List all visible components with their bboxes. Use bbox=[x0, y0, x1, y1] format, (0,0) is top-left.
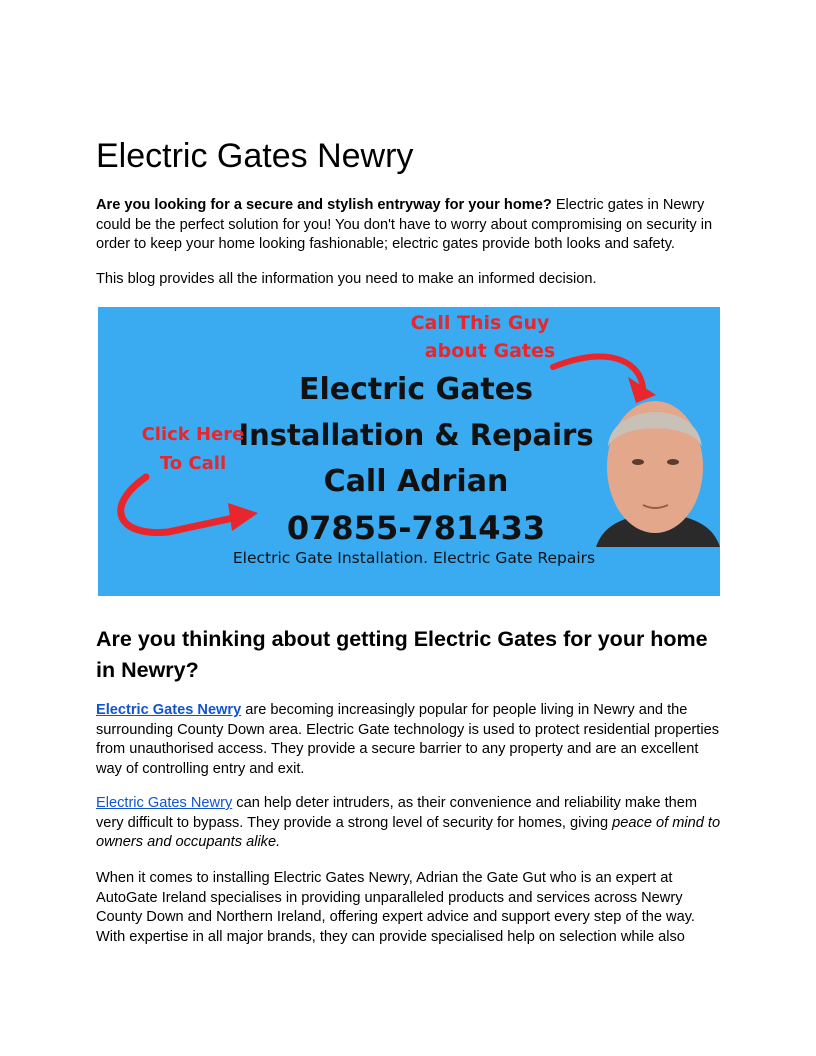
banner-click-here-line2[interactable]: To Call bbox=[159, 453, 227, 474]
adrian-portrait bbox=[596, 401, 720, 547]
arrow-left-icon bbox=[121, 477, 238, 533]
paragraph-2 bbox=[96, 794, 722, 853]
paragraph-2-italic: peace of mind to owners and occupants alike. bbox=[96, 814, 721, 851]
intro-text: Electric gates in Newry could be the perfect solution for you! You don't have to worry about compromising on security in order to keep your home looking fashionable; electric gates provide both looks and safety. bbox=[96, 197, 713, 253]
blog-info-paragraph: This blog provides all the information you need to make an informed decision. bbox=[96, 271, 597, 287]
intro-paragraph bbox=[96, 196, 722, 255]
paragraph-3: When it comes to installing Electric Gates Newry, Adrian the Gate Gut who is an expert at AutoGate Ireland specialises in providing unparalleled products and services across Newry County Down and Northern Ireland, offering expert advice and support every step of the way. With expertise in all major brands, they can provide specialised help on selection while also bbox=[96, 870, 695, 945]
banner-call-this-guy-line2: about Gates bbox=[424, 340, 556, 362]
banner-heading-line1: Electric Gates bbox=[299, 372, 533, 407]
banner-click-here-line1[interactable]: Click Here bbox=[141, 424, 245, 445]
banner-heading-line2: Installation & Repairs bbox=[238, 418, 594, 452]
advert-banner-image[interactable] bbox=[98, 307, 720, 596]
electric-gates-newry-link-bold[interactable]: Electric Gates Newry bbox=[96, 702, 242, 718]
paragraph-2-text: can help deter intruders, as their convenience and reliability make them very difficult to bypass. They provide a strong level of security for homes, giving bbox=[96, 795, 698, 831]
intro-bold-question: Are you looking for a secure and stylish entryway for your home? bbox=[96, 197, 552, 213]
arrow-right-icon bbox=[553, 357, 643, 387]
page-title: Electric Gates Newry bbox=[96, 137, 414, 175]
paragraph-1-text: are becoming increasingly popular for people living in Newry and the surrounding County Down area. Electric Gate technology is used to protect residential properties from unauthorised access. They provide a secure barrier to any property and are an excellent way of controlling entry and exit. bbox=[96, 702, 719, 777]
banner-call-this-guy-line1: Call This Guy bbox=[410, 312, 550, 334]
electric-gates-newry-link[interactable]: Electric Gates Newry bbox=[96, 795, 233, 811]
banner-heading-line3: Call Adrian bbox=[323, 464, 509, 499]
banner-phone-number[interactable]: 07855-781433 bbox=[286, 509, 546, 547]
arrow-left-head-icon bbox=[228, 503, 258, 531]
banner-graphic bbox=[98, 307, 720, 596]
section-heading: Are you thinking about getting Electric Gates for your home in Newry? bbox=[96, 627, 708, 682]
paragraph-1 bbox=[96, 701, 722, 779]
banner-footer-text: Electric Gate Installation. Electric Gate Repairs bbox=[232, 549, 596, 567]
